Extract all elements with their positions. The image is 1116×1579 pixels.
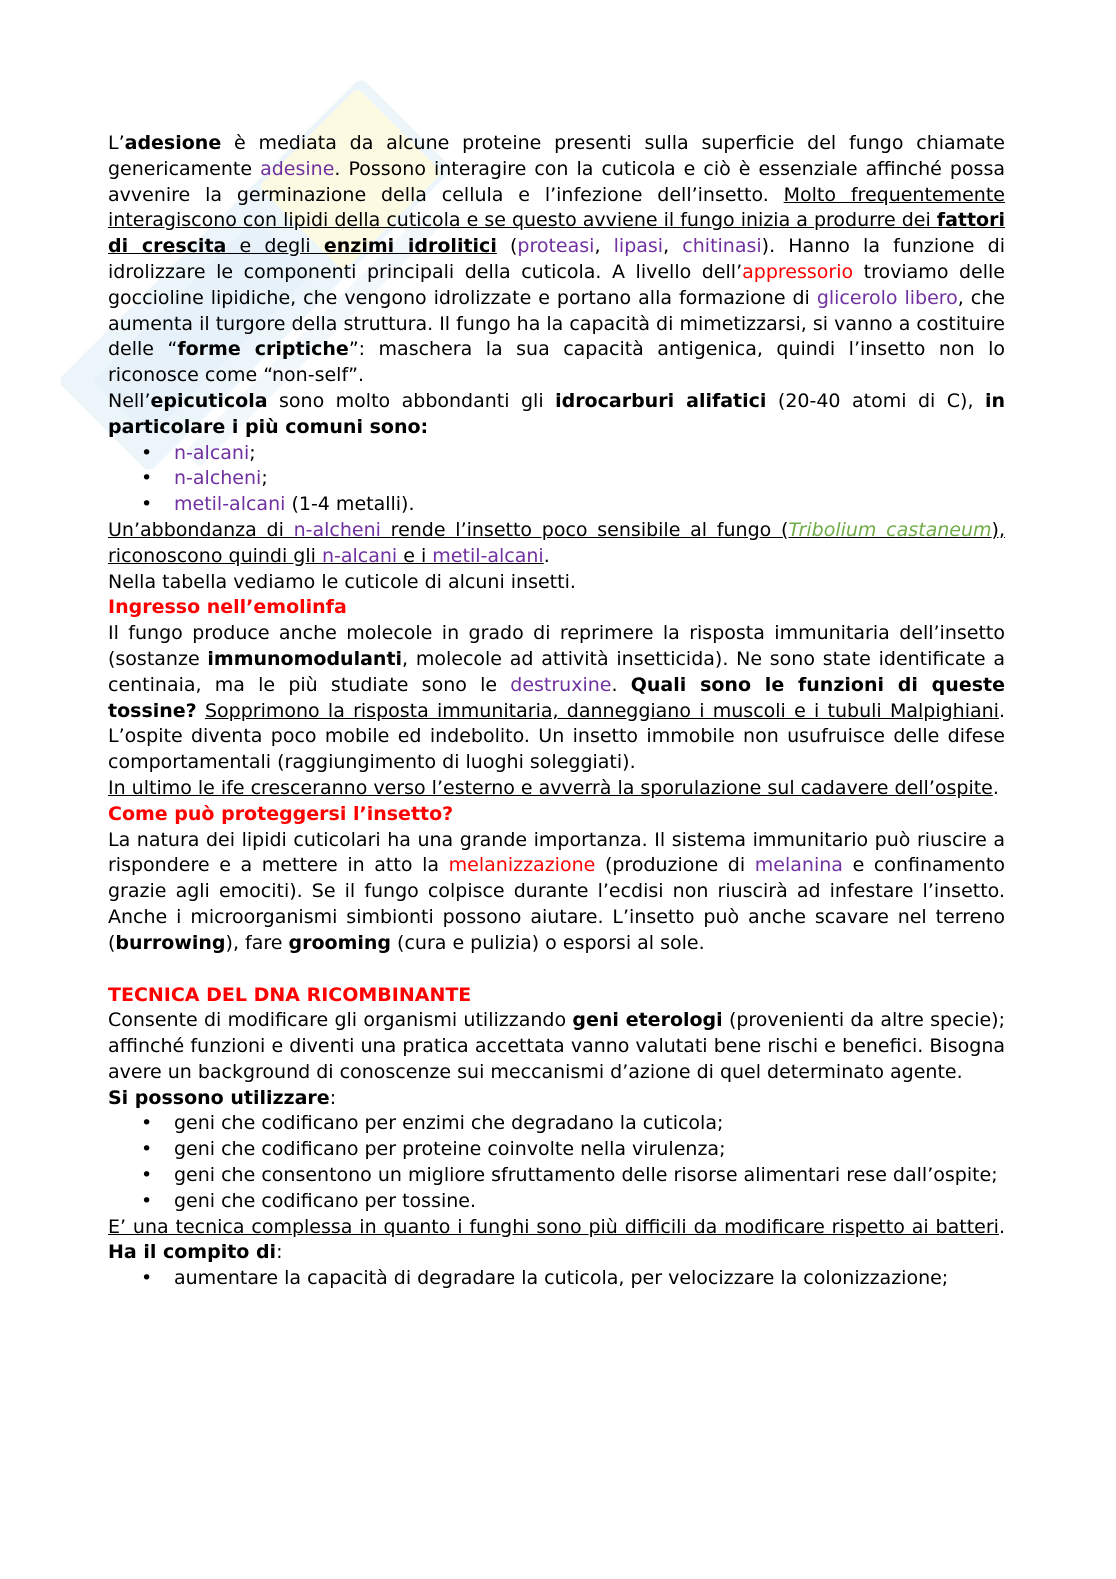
list-item: • geni che codificano per enzimi che degradano la cuticola; [108,1111,1005,1137]
text: ; [249,441,256,464]
paragraph-epicuticola [108,389,1005,441]
list-item: • aumentare la capacità di degradare la cuticola, per velocizzare la colonizzazione; [108,1266,1005,1292]
underlined-text: Sopprimono la risposta immunitaria, danneggiano i muscoli e i tubuli Malpighiani [204,699,999,722]
text: e confinamento grazie agli emociti). Se il fungo colpisce durante l’ecdisi non riuscirà ad infestare l’insetto. Anche i microorganismi simbionti possono aiutare. L’insetto può anche scavare nel terreno ( [108,854,1005,954]
text: (1-4 metalli). [285,493,415,516]
text: . L’ospite diventa poco mobile ed indebolito. Un insetto immobile non usufruisce delle difese comportamentali (raggiungimento di luoghi soleggiati). [108,699,1005,774]
text: è mediata da alcune proteine presenti sulla superficie del fungo chiamate genericamente [108,132,1005,180]
text: ( [496,235,518,258]
list-idrocarburi [108,441,1005,518]
text: . Possono interagire con la cuticola e ciò è essenziale affinché possa avvenire la germinazione della cellula e l’infezione dell’insetto. [108,157,1005,206]
text: , [663,235,683,258]
heading-protezione: Come può proteggersi l’insetto? [108,802,454,825]
term-melanina: melanina [754,854,843,877]
text: (20-40 atomi di C), [766,389,985,412]
term-idrocarburi: idrocarburi alifatici [555,389,767,412]
term-chitinasi: chitinasi [682,235,762,258]
underlined-text: E’ una tecnica complessa in quanto i funghi sono più difficili da modificare rispetto ai batteri [108,1215,999,1238]
text: sono molto abbondanti gli [267,389,556,412]
term-melanizzazione: melanizzazione [448,854,596,877]
text: Un’abbondanza di [108,518,294,541]
term: n-alcani [174,441,250,464]
list-geni [108,1111,1005,1214]
term-adesine: adesine [260,157,335,180]
list-item: • geni che codificano per proteine coinvolte nella virulenza; [108,1137,1005,1163]
text: rende l’insetto poco sensibile al fungo ( [380,518,789,541]
paragraph-protezione [108,828,1005,957]
term-appressorio: appressorio [742,260,854,283]
term-destruxine: destruxine [510,673,612,696]
text: troviamo delle goccioline lipidiche, che vengono idrolizzate e portano alla formazione di [108,260,1005,309]
text-bold: Ha il compito di [108,1241,277,1264]
term-enzimi-idrolitici: enzimi idrolitici [323,235,497,258]
list-item [108,441,1005,467]
text: ), riconoscono quindi gli [108,518,1005,567]
paragraph-emolinfa [108,621,1005,776]
heading-emolinfa: Ingresso nell’emolinfa [108,596,347,619]
text: ), fare [225,931,289,954]
underlined-text [108,519,1005,567]
term-proteasi: proteasi [517,235,595,258]
text: (provenienti da altre specie); affinché funzioni e diventi una pratica accettata vanno valutati bene rischi e benefici. Bisogna avere un background di conoscenze sui meccanismi d’azione di quel determinato agente. [108,1009,1005,1083]
term: metil-alcani [174,493,286,516]
list-compiti [108,1266,1005,1292]
term-adesione: adesione [124,132,222,154]
text: ”: maschera la sua capacità antigenica, quindi l’insetto non lo riconosce come “non-self”. [108,338,1006,387]
term-lipasi: lipasi [613,235,664,258]
spacer [108,957,1005,983]
paragraph-dna [108,1008,1005,1085]
term-glicerolo: glicerolo libero [816,286,958,309]
text: Nell’ [108,389,151,412]
paragraph-tecnica [108,1215,1005,1267]
term: n-alcheni [293,518,381,541]
question-bold: Quali sono le funzioni di queste tossine? [108,673,1005,722]
text: . [992,776,999,799]
term-burrowing: burrowing [115,931,226,954]
text: . [998,1215,1005,1238]
text: , che aumenta il turgore della struttura. Il fungo ha la capacità di mimetizzarsi, si vanno a costituire delle “ [108,286,1005,361]
list-item: • geni che codificano per tossine. [108,1189,1005,1215]
term-immunomodulanti: immunomodulanti [207,647,403,670]
text: Consente di modificare gli organismi utilizzando [108,1009,573,1032]
underlined-text: In ultimo le ife cresceranno verso l’esterno e avverrà la sporulazione sul cadavere dell’ospite [108,776,993,799]
document-page [108,131,1005,1292]
text: . [611,673,631,696]
text [197,700,205,722]
text: L’ [108,132,125,154]
text: : [329,1086,337,1109]
list-item: • geni che consentono un migliore sfruttamento delle risorse alimentari rese dall’ospite; [108,1163,1005,1189]
text: ; [261,467,268,490]
paragraph-sporulazione [108,776,1005,802]
text: e i [397,544,433,567]
paragraph-abbondanza [108,518,1005,570]
paragraph-tabella: Nella tabella vediamo le cuticole di alcuni insetti. [108,570,576,593]
text: , molecole ad attività insetticida). Ne sono state identificate a centinaia, ma le più studiate sono le [108,647,1005,696]
text: La natura dei lipidi cuticolari ha una grande importanza. Il sistema immunitario può riuscire a rispondere e a mettere in atto la [108,828,1005,877]
text: . [543,544,550,567]
text: e degli [226,235,324,258]
term-fattori-crescita: fattori di crescita [108,209,1005,258]
list-item [108,466,1005,492]
species-name: Tribolium castaneum [788,518,992,541]
text: (produzione di [595,854,755,877]
text: ). Hanno la funzione di idrolizzare le componenti principali della cuticola. A livello dell’ [108,235,1005,283]
text-bold: Si possono utilizzare [108,1086,330,1109]
heading-dna-ricombinante: TECNICA DEL DNA RICOMBINANTE [108,983,472,1006]
text: : [276,1241,283,1264]
term-geni-eterologi: geni eterologi [572,1009,723,1032]
term-forme-criptiche: forme criptiche [177,338,349,361]
text: Molto frequentemente interagiscono con lipidi della cuticola e se questo avviene il fungo inizia a produrre dei [108,183,1005,232]
text-bold: in particolare i più comuni sono: [108,389,1005,438]
text: (cura e pulizia) o esporsi al sole. [391,931,705,954]
text: Il fungo produce anche molecole in grado di reprimere la risposta immunitaria dell’insetto (sostanze [108,622,1005,670]
term: n-alcani [321,544,398,567]
term-epicuticola: epicuticola [150,389,268,412]
list-item [108,492,1005,518]
paragraph-utilizzare [108,1086,1005,1112]
term: n-alcheni [174,467,262,490]
term: metil-alcani [432,544,544,567]
text: , [594,235,614,258]
paragraph-adesione [108,131,1005,389]
term-grooming: grooming [288,931,392,954]
